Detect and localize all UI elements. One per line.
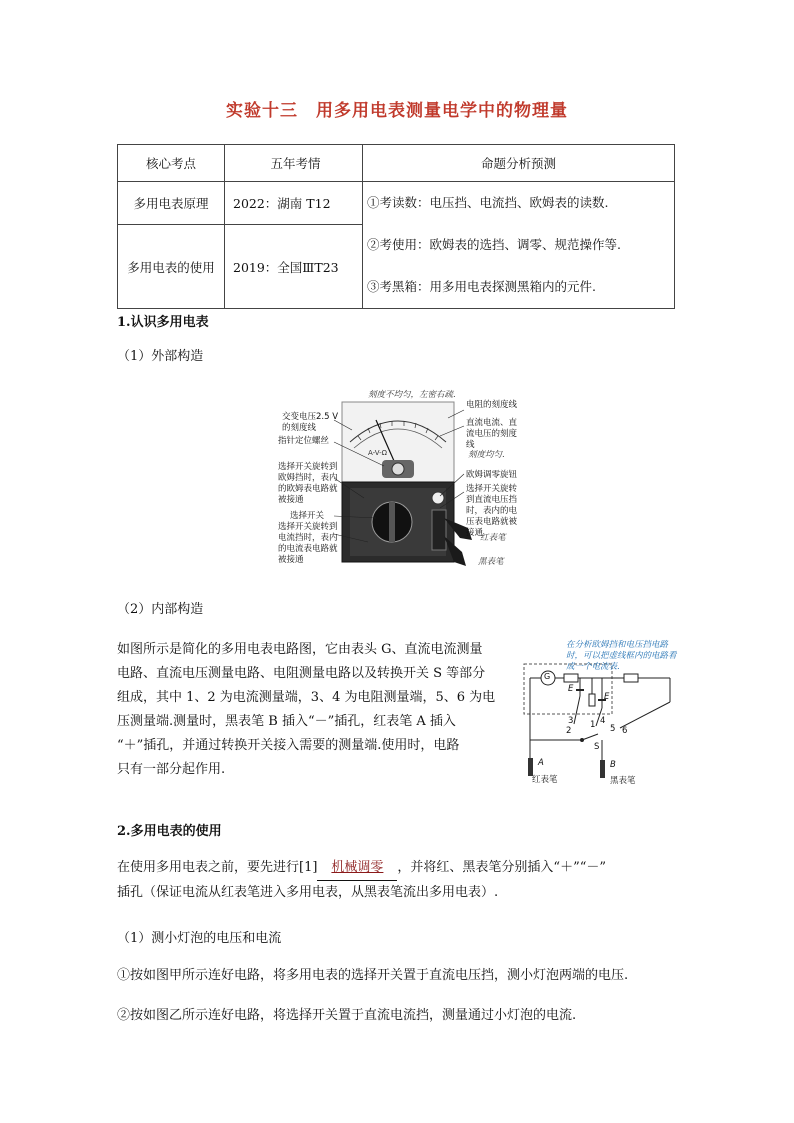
label-ohm-switch: 选择开关旋转到欧姆挡时，表内的欧姆表电路就被接通	[278, 462, 338, 505]
battery-label: E	[568, 684, 574, 694]
answer-blank: 机械调零	[317, 856, 397, 881]
table-header-cell: 五年考情	[225, 145, 363, 182]
black-probe-label: 黑表笔	[610, 776, 636, 786]
page-title: 实验十三 用多用电表测量电学中的物理量	[226, 101, 568, 121]
text-line: 只有一部分起作用.	[117, 762, 226, 777]
label-voltage-switch: 选择开关旋转到直流电压挡时，表内的电压表电路就被接通	[466, 484, 518, 538]
handnote-even: 刻度均匀.	[468, 450, 505, 460]
table-header-cell: 命题分析预测	[363, 145, 675, 182]
handnote-uneven: 刻度不均匀，左密右疏.	[368, 390, 456, 400]
subsection-heading: （1）测小灯泡的电压和电流	[117, 931, 282, 946]
step-text: ②按如图乙所示连好电路，将选择开关置于直流电流挡，测量通过小灯泡的电流.	[117, 1008, 577, 1023]
terminal-label: 6	[622, 726, 628, 736]
section-heading: 2.多用电表的使用	[117, 824, 222, 839]
text-line: 插孔（保证电流从红表笔进入多用电表，从黑表笔流出多用电表）.	[117, 885, 499, 900]
label-dc-scale: 直流电流、直流电压的刻度线	[466, 418, 518, 450]
table-row	[118, 182, 675, 225]
battery-label: E	[604, 692, 610, 702]
text-line: 压测量端.测量时，黑表笔 B 插入“－”插孔，红表笔 A 插入	[117, 714, 456, 729]
label-resistance-scale: 电阻的刻度线	[466, 400, 518, 410]
text-line: 组成，其中 1、2 为电流测量端，3、4 为电阻测量端，5、6 为电	[117, 690, 496, 705]
table-cell-exam: 2022：湖南 T12	[225, 182, 363, 225]
label-current-switch: 选择开关旋转到电流挡时，表内的电流表电路就被接通	[278, 522, 338, 565]
prediction-item: ①考读数：电压挡、电流挡、欧姆表的读数.	[367, 195, 609, 210]
text-fragment: 在使用多用电表之前，要先进行[1]	[117, 860, 318, 875]
handnote-black-probe: 黑表笔	[478, 557, 504, 567]
prediction-item: ③考黑箱：用多用电表探测黑箱内的元件.	[367, 279, 596, 294]
multimeter-figure	[272, 380, 522, 570]
terminal-label: 3	[568, 716, 574, 726]
text-line	[117, 856, 677, 881]
label-selector-switch: 选择开关	[290, 511, 325, 521]
table-cell-topic: 多用电表原理	[118, 182, 225, 225]
switch-label: S	[594, 742, 600, 752]
table-cell-predictions	[363, 182, 675, 309]
circuit-annotation: 在分析欧姆挡和电压挡电路时，可以把虚线框内的电路看成一个电流表.	[566, 640, 677, 672]
subsection-heading: （1）外部构造	[117, 349, 204, 364]
galvanometer-label: G	[544, 672, 551, 681]
prediction-item: ②考使用：欧姆表的选挡、调零、规范操作等.	[367, 237, 621, 252]
dial-label: A-V-Ω	[368, 449, 388, 457]
step-text: ①按如图甲所示连好电路，将多用电表的选择开关置于直流电压挡，测小灯泡两端的电压.	[117, 968, 629, 983]
text-line: “＋”插孔，并通过转换开关接入需要的测量端.使用时，电路	[117, 738, 460, 753]
exam-table	[117, 144, 675, 309]
table-cell-topic: 多用电表的使用	[118, 225, 225, 309]
terminal-label: 2	[566, 726, 572, 736]
table-header-cell: 核心考点	[118, 145, 225, 182]
label-ohm-adjust: 欧姆调零旋钮	[466, 470, 518, 480]
subsection-heading: （2）内部构造	[117, 602, 204, 617]
red-probe-label: 红表笔	[532, 775, 558, 785]
table-header-row	[118, 145, 675, 182]
probe-b-label: B	[610, 760, 616, 770]
table-cell-exam: 2019：全国ⅢT23	[225, 225, 363, 309]
terminal-label: 4	[600, 716, 606, 726]
usage-paragraph	[117, 856, 677, 905]
text-line: 如图所示是简化的多用电表电路图，它由表头 G、直流电流测量	[117, 642, 483, 657]
circuit-figure	[520, 640, 680, 790]
text-line: 电路、直流电压测量电路、电阻测量电路以及转换开关 S 等部分	[117, 666, 486, 681]
terminal-label: 5	[610, 724, 616, 734]
section-heading: 1.认识多用电表	[117, 315, 209, 330]
handnote-red-probe: 红表笔	[480, 533, 506, 543]
label-ac-scale: 交变电压2.5 V 的刻度线	[282, 412, 339, 433]
label-pointer-screw: 指针定位螺丝	[278, 436, 330, 446]
text-fragment: ，并将红、黑表笔分别插入“＋”“－”	[397, 860, 607, 875]
internal-structure-text	[117, 638, 517, 782]
probe-a-label: A	[538, 758, 544, 768]
terminal-label: 1	[590, 720, 596, 730]
